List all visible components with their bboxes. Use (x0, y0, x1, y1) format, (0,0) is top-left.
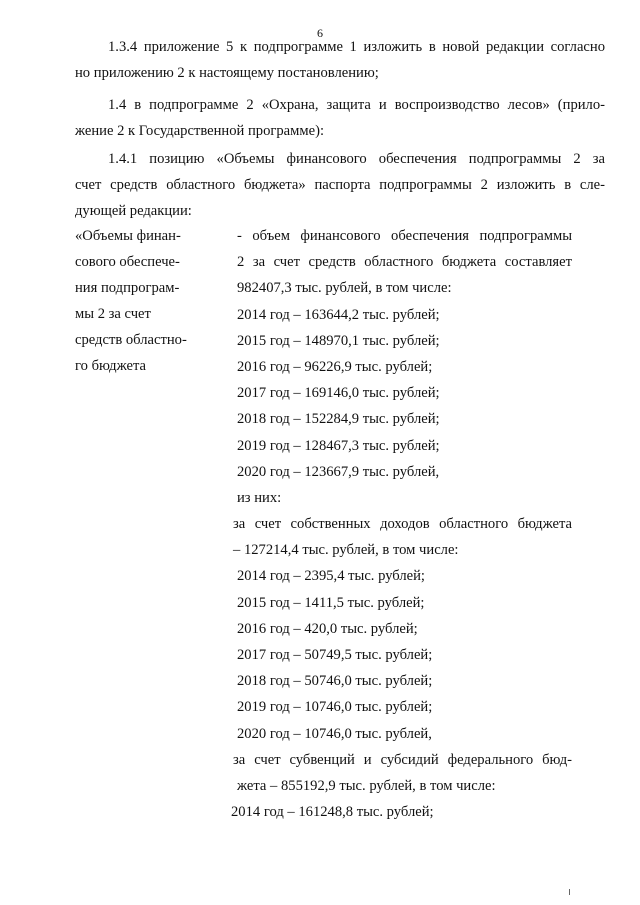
scan-mark (569, 889, 570, 895)
page-number: 6 (317, 26, 323, 40)
paragraph-3-line-3: дующей редакции: (75, 203, 192, 219)
table-right-line: - объем финансового обеспечения подпрограммы (237, 228, 572, 244)
paragraph-2-line-2: жение 2 к Государственной программе): (75, 123, 325, 139)
table-right-line: 2016 год – 420,0 тыс. рублей; (237, 620, 418, 637)
paragraph-1-line-1-text: 1.3.4 приложение 5 к подпрограмме 1 изложить в новой редакции согласно (108, 39, 605, 55)
table-left-line: го бюджета (75, 358, 146, 374)
table-right-line: жета – 855192,9 тыс. рублей, в том числе: (237, 777, 496, 794)
table-right-line: 2019 год – 128467,3 тыс. рублей; (237, 437, 440, 454)
table-right-line: 2014 год – 2395,4 тыс. рублей; (237, 568, 425, 585)
paragraph-3-line-1: 1.4.1 позицию «Объемы финансового обеспечения подпрограммы 2 за (108, 151, 605, 167)
table-right-line: 2 за счет средств областного бюджета составляет (237, 254, 572, 271)
table-left-line: «Объемы финан- (75, 228, 181, 244)
paragraph-1-line-1 (108, 38, 605, 56)
table-right-line: 2015 год – 148970,1 тыс. рублей; (237, 332, 440, 349)
table-left-line: сового обеспече- (75, 254, 180, 270)
table-right-line: 2019 год – 10746,0 тыс. рублей; (237, 699, 433, 716)
table-right-line: за счет субвенций и субсидий федерального бюд- (233, 751, 572, 768)
table-left-column (75, 227, 210, 383)
table-right-line: 2020 год – 123667,9 тыс. рублей, (237, 463, 440, 480)
paragraph-1-line-2: но приложению 2 к настоящему постановлению; (75, 65, 379, 81)
table-left-line: средств областно- (75, 332, 187, 348)
table-right-line: 2017 год – 169146,0 тыс. рублей; (237, 385, 440, 402)
paragraph-2-line-1: 1.4 в подпрограмме 2 «Охрана, защита и воспроизводство лесов» (прило- (108, 97, 605, 113)
table-right-column (231, 227, 572, 829)
table-right-line: 982407,3 тыс. рублей, в том числе: (237, 280, 452, 297)
table-left-line: мы 2 за счет (75, 306, 151, 322)
table-right-line: 2018 год – 152284,9 тыс. рублей; (237, 411, 440, 428)
table-right-line: 2017 год – 50749,5 тыс. рублей; (237, 647, 433, 663)
table-right-line: 2014 год – 161248,8 тыс. рублей; (231, 804, 434, 821)
paragraph-3-line-2: счет средств областного бюджета» паспорта подпрограммы 2 изложить в сле- (75, 177, 605, 193)
table-right-line: 2020 год – 10746,0 тыс. рублей, (237, 725, 432, 742)
table-right-line: 2018 год – 50746,0 тыс. рублей; (237, 673, 433, 690)
table-right-line: – 127214,4 тыс. рублей, в том числе: (233, 542, 459, 559)
table-right-line: 2015 год – 1411,5 тыс. рублей; (237, 594, 425, 611)
table-right-line: 2016 год – 96226,9 тыс. рублей; (237, 358, 433, 375)
table-right-line: из них: (237, 489, 282, 506)
table-right-line: за счет собственных доходов областного бюджета (233, 516, 572, 533)
table-left-line: ния подпрограм- (75, 280, 180, 296)
table-right-line: 2014 год – 163644,2 тыс. рублей; (237, 306, 440, 323)
